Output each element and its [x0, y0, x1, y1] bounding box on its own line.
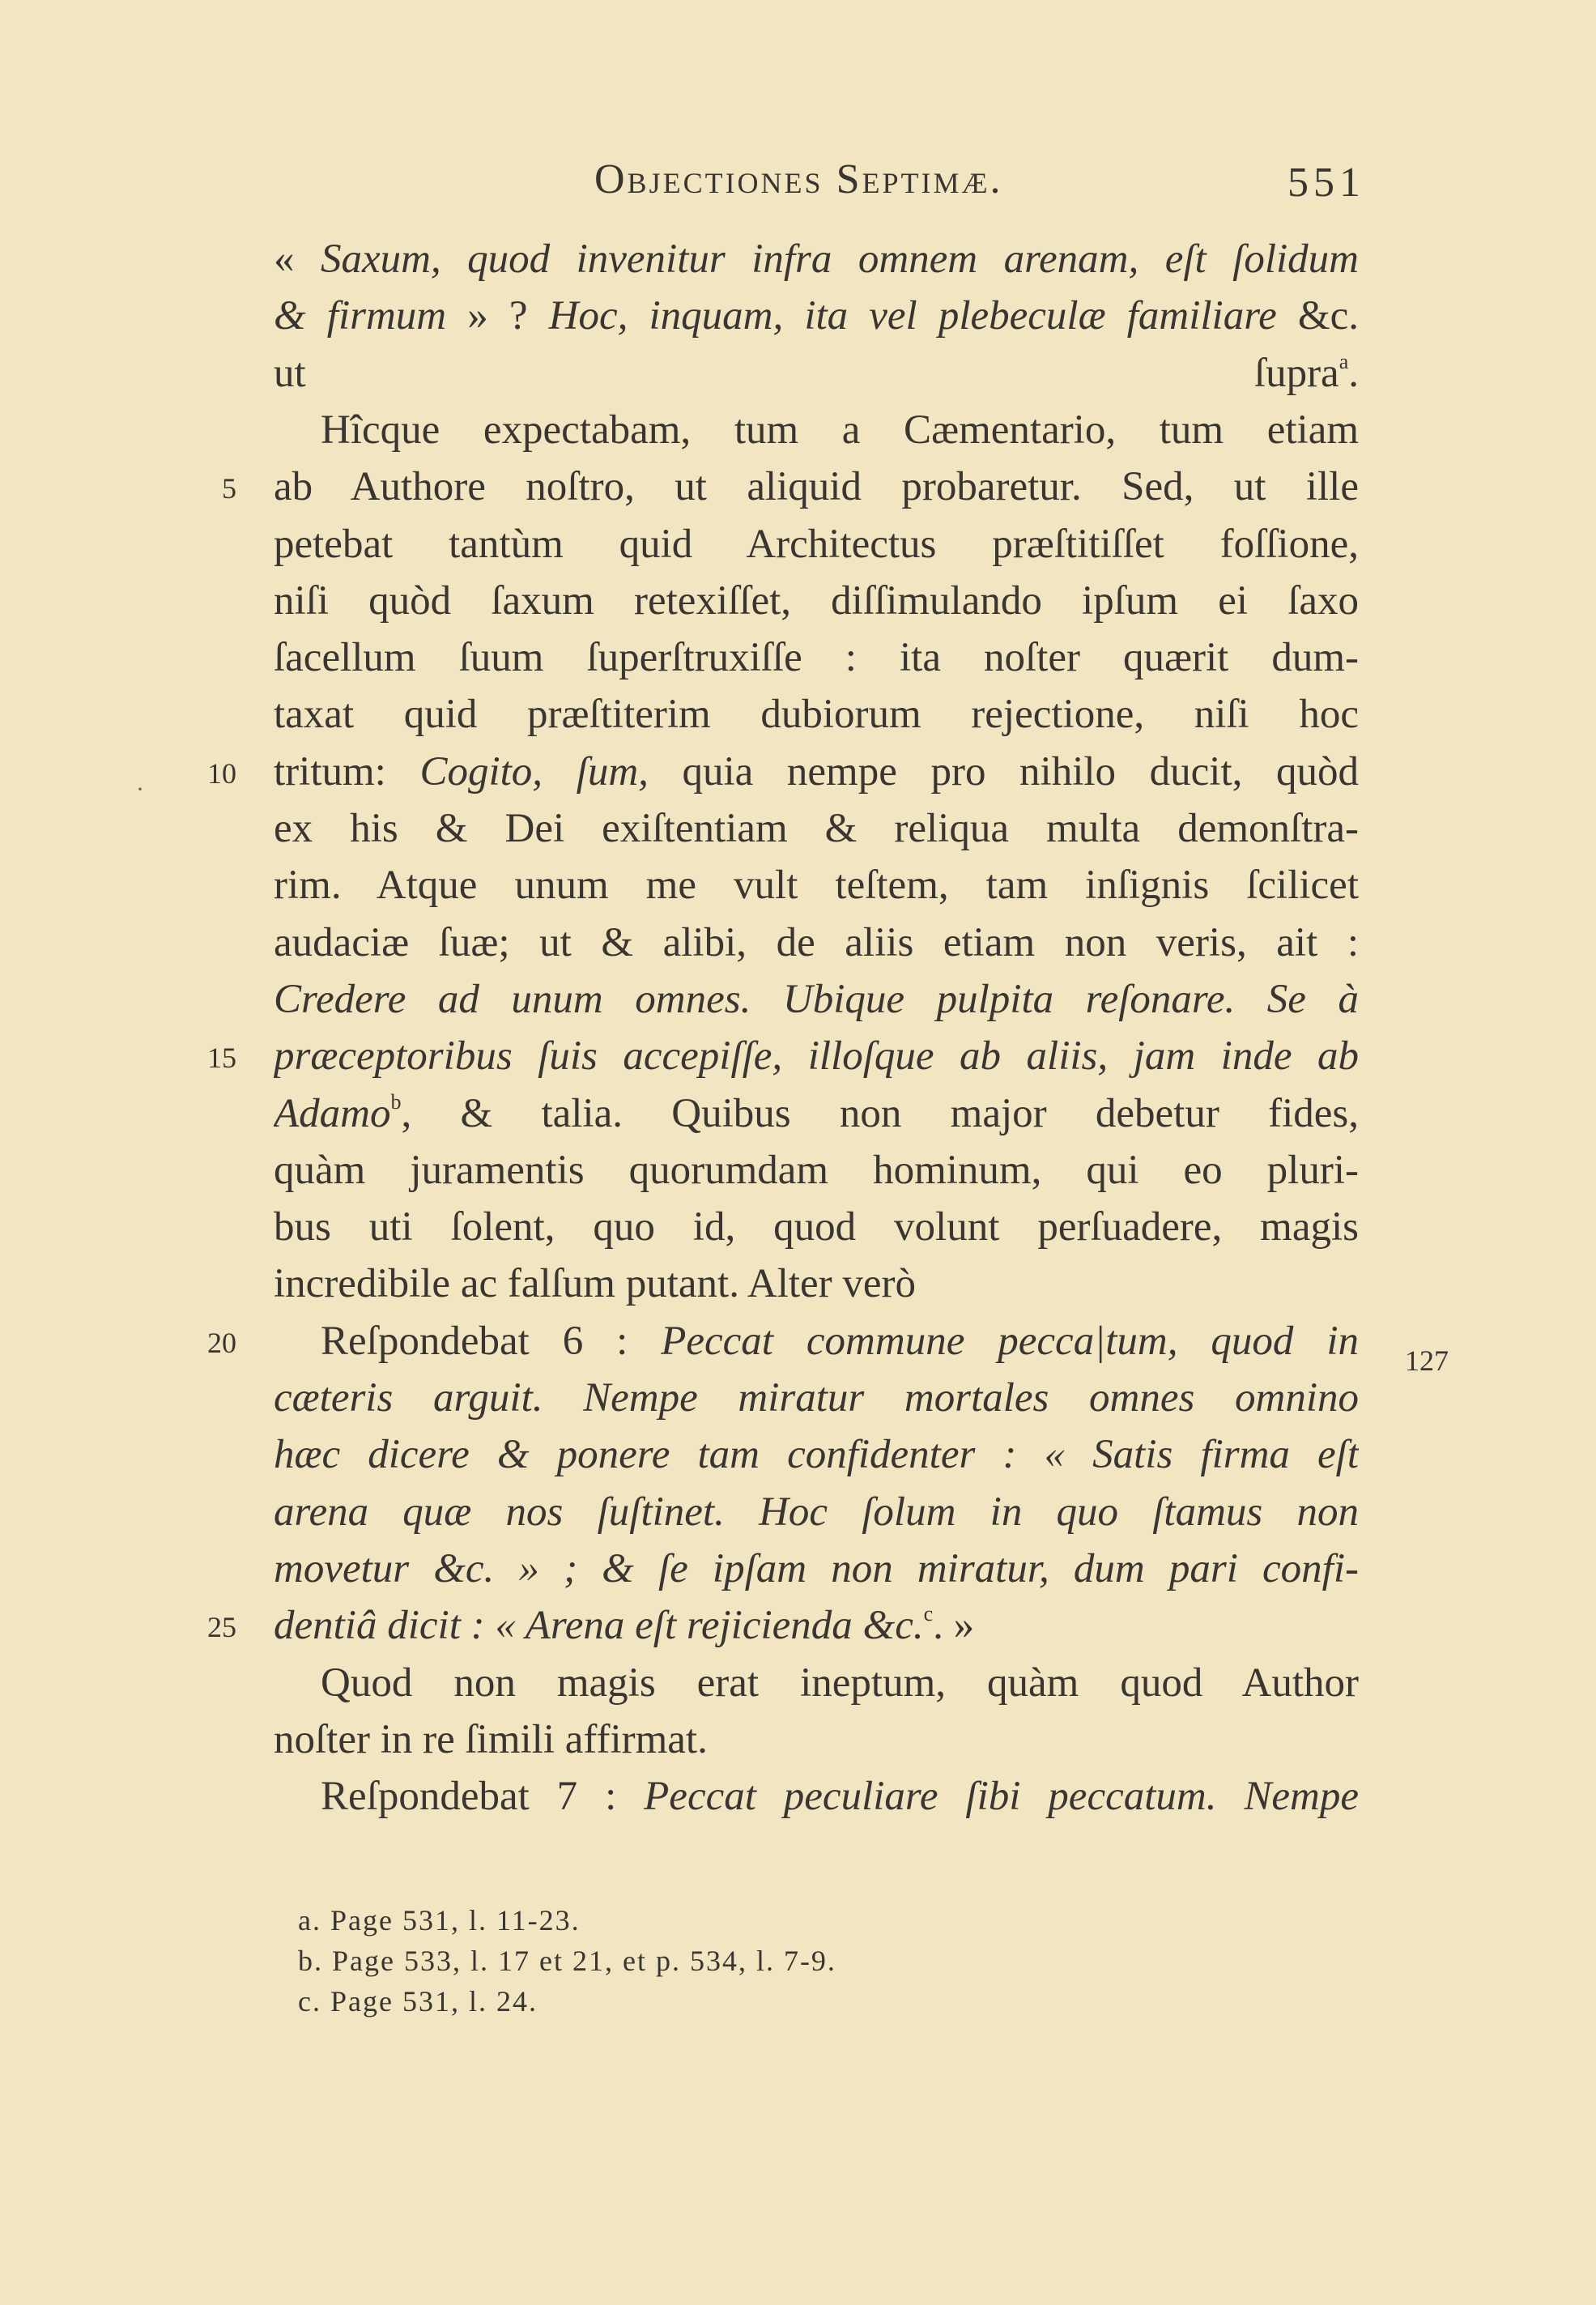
text-segment: noſter in re ſimili affirmat.	[274, 1716, 708, 1762]
text-segment: . »	[933, 1603, 975, 1649]
text-segment: rim. Atque unum me vult teſtem, tam inſignis ſcilicet	[274, 863, 1359, 909]
footnote-marker[interactable]: a	[1339, 349, 1349, 373]
text-line	[274, 1659, 1359, 1711]
text-line	[274, 349, 1359, 401]
italic-segment: Peccat commune pecca|tum, quod in	[661, 1318, 1359, 1364]
text-segment: audaciæ ſuæ; ut & alibi, de aliis etiam non veris, ait :	[274, 919, 1359, 965]
text-line	[274, 1715, 1359, 1767]
text-segment: .	[1348, 350, 1359, 396]
italic-segment: arena quæ nos ſuſtinet. Hoc ſolum in quo ſtamus non	[274, 1489, 1359, 1535]
italic-segment: Peccat peculiare ſibi peccatum. Nempe	[644, 1774, 1359, 1820]
margin-line-number: 15	[207, 1042, 236, 1075]
italic-segment: hæc dicere & ponere tam confidenter : « Satis firma eſt	[274, 1432, 1359, 1478]
text-segment: &c.	[1276, 293, 1359, 339]
text-line	[274, 1374, 1359, 1425]
text-line	[274, 861, 1359, 913]
text-segment: ſacellum ſuum ſuperſtruxiſſe : ita noſter quærit dum-	[274, 635, 1359, 681]
text-segment: petebat tantùm quid Architectus præſtitiſſet foſſione,	[274, 521, 1359, 567]
text-line	[274, 1032, 1359, 1084]
footnote: c. Page 531, l. 24.	[298, 1985, 538, 2017]
text-line	[274, 1544, 1359, 1596]
text-line	[274, 1772, 1359, 1824]
italic-segment: Adamo	[274, 1090, 391, 1136]
footnote: a. Page 531, l. 11-23.	[298, 1904, 581, 1936]
italic-segment: Cogito, ſum,	[419, 748, 649, 795]
text-segment: ex his & Dei exiſtentiam & reliqua multa demonſtra-	[274, 806, 1359, 851]
text-line	[274, 462, 1359, 514]
text-line	[274, 804, 1359, 856]
text-line	[274, 292, 1359, 343]
text-segment: quia nempe pro nihilo ducit, quòd	[648, 748, 1359, 795]
italic-segment: & firmum	[274, 293, 447, 339]
italic-segment: movetur &c. » ; & ſe ipſam non miratur, dum pari confi-	[274, 1545, 1359, 1591]
text-segment: niſi quòd ſaxum retexiſſet, diſſimulando ipſum ei ſaxo	[274, 577, 1359, 624]
text-segment: «	[274, 236, 321, 282]
text-line	[274, 1488, 1359, 1540]
text-segment: taxat quid præſtiterim dubiorum rejectione, niſi hoc	[274, 692, 1359, 738]
text-line	[274, 690, 1359, 742]
text-line	[274, 577, 1359, 628]
text-line	[274, 975, 1359, 1027]
text-line	[274, 1317, 1359, 1369]
margin-line-number: 25	[207, 1611, 236, 1644]
margin-dot-mark: ·	[136, 776, 144, 803]
text-line	[274, 1203, 1359, 1255]
margin-line-number: 10	[207, 756, 236, 790]
text-segment: incredibile ac falſum putant. Alter verò	[274, 1261, 917, 1307]
italic-segment: dentiâ dicit : « Arena eſt rejicienda &c.	[274, 1603, 924, 1649]
text-segment: Reſpondebat 6 :	[321, 1318, 662, 1364]
text-segment: Reſpondebat 7 :	[321, 1774, 645, 1820]
text-segment: , & talia. Quibus non major debetur fides,	[401, 1090, 1359, 1136]
italic-segment: præceptoribus ſuis accepiſſe, illoſque ab aliis, jam inde ab	[274, 1033, 1359, 1080]
text-line	[274, 1146, 1359, 1198]
text-segment: » ?	[446, 293, 549, 339]
text-line	[274, 235, 1359, 287]
margin-line-number: 20	[207, 1326, 236, 1359]
footnote-marker[interactable]: c	[923, 1602, 934, 1626]
text-line	[274, 406, 1359, 458]
footnote-marker[interactable]: b	[390, 1089, 402, 1114]
text-segment: Hîcque expectabam, tum a Cæmentario, tum etiam	[321, 407, 1359, 453]
text-line	[274, 633, 1359, 685]
margin-reference: 127	[1405, 1344, 1449, 1377]
text-segment: Quod non magis erat ineptum, quàm quod Author	[321, 1660, 1359, 1706]
text-line	[274, 1089, 1359, 1141]
italic-segment: cæteris arguit. Nempe miratur mortales omnes omnino	[274, 1375, 1359, 1421]
running-title: Objectiones Septimæ.	[594, 156, 1003, 202]
text-line	[274, 1430, 1359, 1482]
italic-segment: Hoc, inquam, ita vel plebeculæ familiare	[548, 293, 1277, 339]
text-segment: ab Authore noſtro, ut aliquid probaretur. Sed, ut ille	[274, 464, 1359, 510]
text-line	[274, 1259, 1359, 1311]
margin-line-number: 5	[222, 472, 236, 505]
footnotes	[298, 1900, 836, 2022]
text-segment: ut ſupra	[274, 350, 1339, 396]
text-line	[274, 520, 1359, 572]
text-segment: quàm juramentis quorumdam hominum, qui eo pluri-	[274, 1147, 1359, 1193]
italic-segment: Credere ad unum omnes. Ubique pulpita reſonare. Se à	[274, 976, 1359, 1022]
text-line	[274, 748, 1359, 799]
text-line	[274, 918, 1359, 970]
page-number: 551	[1287, 160, 1365, 206]
footnote: b. Page 533, l. 17 et 21, et p. 534, l. 7-9.	[298, 1945, 836, 1977]
text-segment: bus uti ſolent, quo id, quod volunt perſuadere, magis	[274, 1204, 1359, 1250]
text-segment: tritum:	[274, 748, 420, 795]
italic-segment: Saxum, quod invenitur infra omnem arenam, eſt ſolidum	[320, 236, 1359, 282]
text-line	[274, 1601, 1359, 1653]
